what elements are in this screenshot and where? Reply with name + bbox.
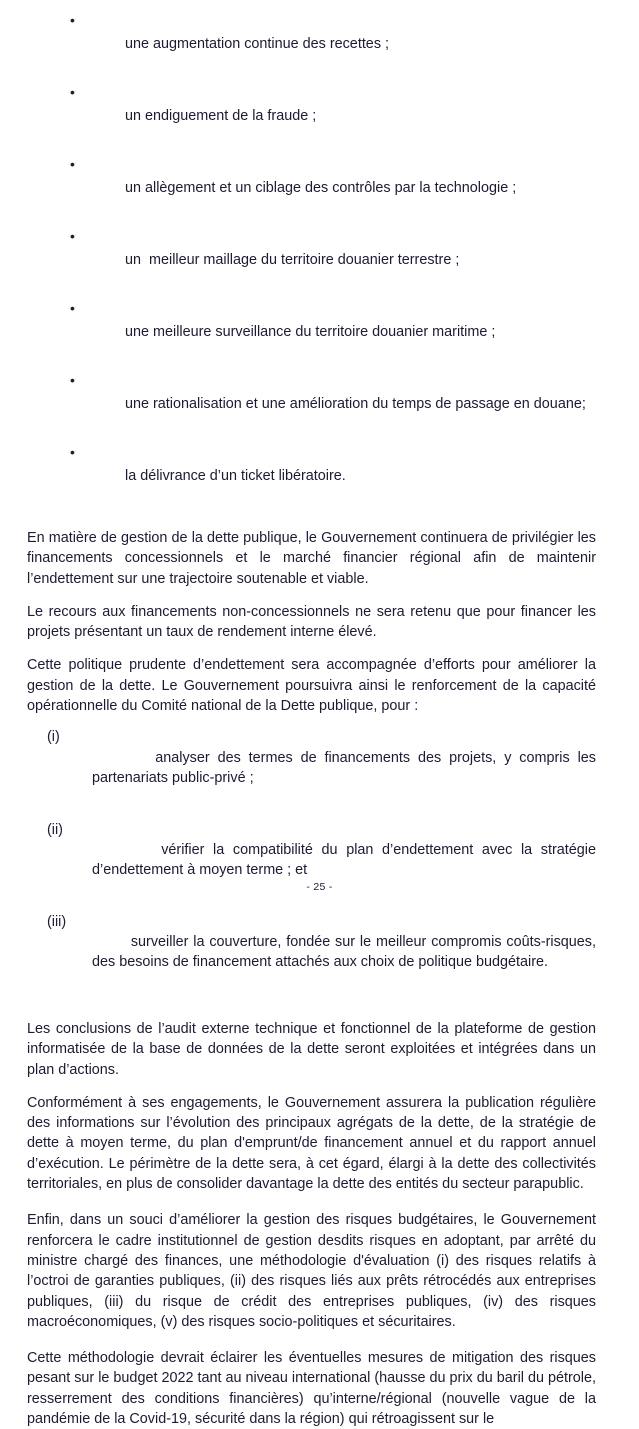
list-item: [27, 912, 600, 993]
list-item-text: la délivrance d’un ticket libératoire.: [125, 468, 346, 484]
list-item-text: un allègement et un ciblage des contrôles par la technologie ;: [125, 180, 517, 196]
list-item: [27, 296, 596, 368]
list-item-text: surveiller la couverture, fondée sur le meilleur compromis coûts-risques, des besoins de financement attachés aux choix de politique budgétaire.: [92, 934, 600, 971]
paragraph-debt-management-policy: En matière de gestion de la dette publique, le Gouvernement continuera de privilégier les financements concessionnels et le marché financier régional afin de maintenir l’endettement sur une trajectoire soutenable et viable.: [27, 530, 600, 587]
list-item: [27, 8, 596, 80]
bullet-icon: •: [70, 228, 75, 244]
paragraph-prudent-debt-policy: Cette politique prudente d’endettement sera accompagnée d’efforts pour améliorer la gestion de la dette. Le Gouvernement poursuivra ainsi le renforcement de la capacité opérationnelle du Comité national de la Dette publique, pour :: [27, 657, 600, 715]
bullet-icon: •: [70, 12, 75, 28]
list-item: [27, 368, 596, 440]
list-item-marker: (iii): [47, 913, 67, 930]
bullet-icon: •: [70, 84, 75, 100]
paragraph-publication-commitments: Conformément à ses engagements, le Gouvernement assurera la publication régulière des informations sur l’évolution des principaux agrégats de la dette, de la stratégie de dette à moyen terme, du plan d'emprunt/de financement annuel et du rapport annuel d’exécution. Le périmètre de la dette sera, à cet égard, élargi à la dette des collectivités territoriales, en plus de consolider davantage la dette des entités du secteur parapublic.: [27, 1094, 600, 1193]
debt-committee-tasks-list: [27, 727, 600, 993]
list-item-text: une meilleure surveillance du territoire douanier maritime ;: [125, 324, 496, 340]
bullet-icon: •: [70, 372, 75, 388]
customs-objectives-bullet-list: [27, 8, 596, 512]
list-item-text: analyser des termes de financements des projets, y compris les partenariats public-privé ;: [92, 749, 600, 786]
bullet-icon: •: [70, 300, 75, 316]
paragraph-audit-conclusions: Les conclusions de l’audit externe technique et fonctionnel de la plateforme de gestion informatisée de la base de données de la dette seront exploitées et intégrées dans un plan d’actions.: [27, 1020, 600, 1078]
paragraph-non-concessional-financing: Le recours aux financements non-concessionnels ne sera retenu que pour financer les projets présentant un taux de rendement interne élevé.: [27, 603, 600, 641]
list-item-marker: (i): [47, 729, 60, 746]
list-item-text: un endiguement de la fraude ;: [125, 108, 317, 124]
bullet-icon: •: [70, 444, 75, 460]
list-item: [27, 80, 596, 152]
page-content: [27, 8, 600, 1429]
paragraph-budget-risk-management: Enfin, dans un souci d’améliorer la gestion des risques budgétaires, le Gouvernement renforcera le cadre institutionnel de gestion desdits risques en adoptant, par arrêté du ministre chargé des finances, une méthodologie d'évaluation (i) des risques relatifs à l’octroi de garanties publiques, (ii) des risques liés aux prêts rétrocédés aux entreprises publiques, (iii) du risque de crédit des entreprises publiques, (iv) des risques macroéconomiques, (v) des risques socio-politiques et sécuritaires.: [27, 1212, 600, 1330]
list-item-text: une augmentation continue des recettes ;: [125, 36, 390, 52]
list-item: [27, 224, 596, 296]
paragraph-risk-mitigation-methodology: Cette méthodologie devrait éclairer les éventuelles mesures de mitigation des risques pesant sur le budget 2022 tant au niveau international (hausse du prix du baril du pétrole, resserrement des conditions financières) qu’interne/régional (nouvelle vague de la pandémie de la Covid-19, sécurité dans la région) qui rétroagissent sur le: [27, 1350, 600, 1427]
list-item-text: une rationalisation et une amélioration du temps de passage en douane;: [125, 396, 586, 412]
list-item-text: un meilleur maillage du territoire douanier terrestre ;: [125, 252, 460, 268]
list-item: [27, 152, 596, 224]
list-item: [27, 440, 596, 512]
page-number: - 25 -: [306, 881, 333, 893]
list-item-marker: (ii): [47, 821, 63, 838]
list-item-text: vérifier la compatibilité du plan d’endettement avec la stratégie d’endettement à moyen terme ; et: [92, 841, 600, 879]
list-item: [27, 727, 600, 808]
bullet-icon: •: [70, 156, 75, 172]
